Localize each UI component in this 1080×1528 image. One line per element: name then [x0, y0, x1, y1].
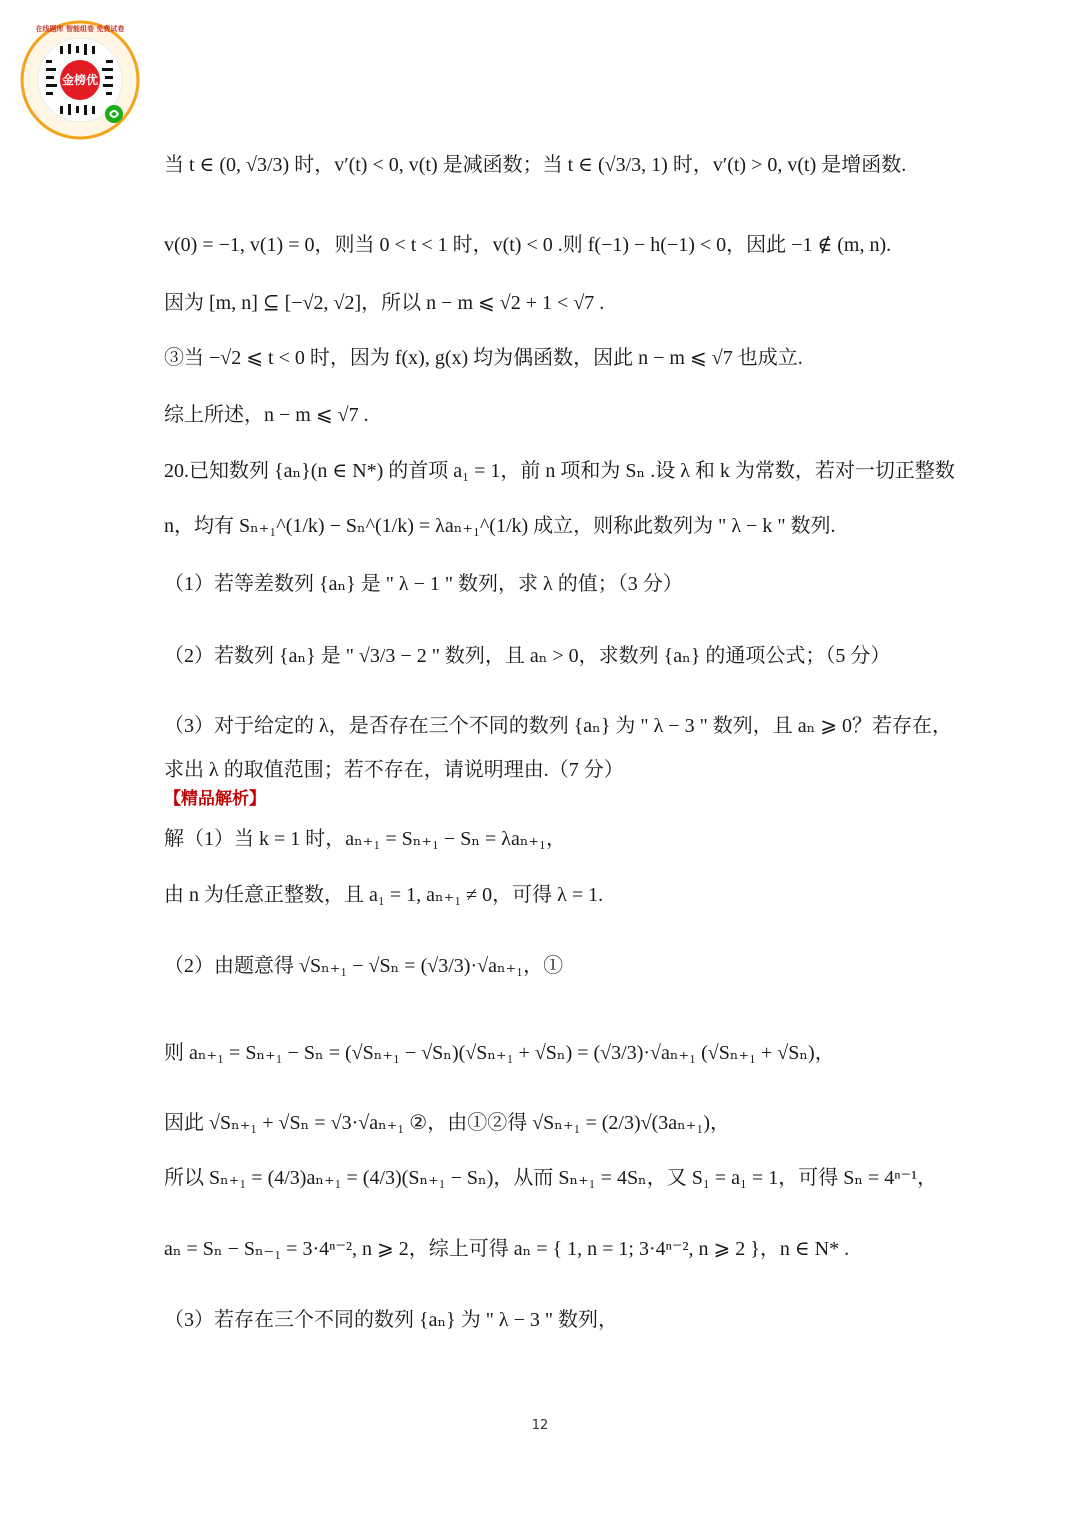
question-20-part3-cont: 求出 λ 的取值范围；若不存在，请说明理由.（7 分）	[164, 759, 624, 781]
question-20-part3: （3）对于给定的 λ，是否存在三个不同的数列 {aₙ} 为 " λ − 3 " 数列，且 aₙ ⩾ 0？若存在，	[164, 715, 953, 737]
question-20-stem: 20.已知数列 {aₙ}(n ∈ N*) 的首项 a₁ = 1，前 n 项和为 Sₙ .设 λ 和 k 为常数，若对一切正整数	[164, 460, 955, 482]
section-heading-analysis: 【精品解析】	[164, 789, 266, 809]
doc-line-interval: 因为 [m, n] ⊆ [−√2, √2]，所以 n − m ⩽ √2 + 1 < √7 .	[164, 292, 605, 314]
doc-line-monotonic: 当 t ∈ (0, √3/3) 时，v′(t) < 0, v(t) 是减函数；当 t ∈ (√3/3, 1) 时，v′(t) > 0, v(t) 是增函数.	[164, 154, 907, 176]
solution-part1-result: 由 n 为任意正整数，且 a₁ = 1, aₙ₊₁ ≠ 0，可得 λ = 1.	[164, 884, 604, 906]
solution-part2-general-term: aₙ = Sₙ − Sₙ₋₁ = 3·4ⁿ⁻², n ⩾ 2，综上可得 aₙ = { 1, n = 1; 3·4ⁿ⁻², n ⩾ 2 }，n ∈ N* .	[164, 1238, 850, 1260]
solution-part1: 解（1）当 k = 1 时，aₙ₊₁ = Sₙ₊₁ − Sₙ = λaₙ₊₁，	[164, 828, 567, 850]
question-20-part1: （1）若等差数列 {aₙ} 是 " λ − 1 " 数列，求 λ 的值；（3 分）	[164, 573, 683, 595]
doc-line-summary: 综上所述，n − m ⩽ √7 .	[164, 404, 369, 426]
solution-part2-sum: 所以 Sₙ₊₁ = (4/3)aₙ₊₁ = (4/3)(Sₙ₊₁ − Sₙ)，从而 Sₙ₊₁ = 4Sₙ，又 S₁ = a₁ = 1，可得 Sₙ = 4ⁿ⁻¹，	[164, 1167, 938, 1189]
solution-part3-start: （3）若存在三个不同的数列 {aₙ} 为 " λ − 3 " 数列，	[164, 1309, 619, 1331]
logo-ring-text: 在线题库 智能组卷 免费试卷	[35, 25, 125, 33]
doc-line-v-values: v(0) = −1, v(1) = 0，则当 0 < t < 1 时，v(t) < 0 .则 f(−1) − h(−1) < 0，因此 −1 ∉ (m, n).	[164, 234, 892, 256]
doc-line-case3: ③当 −√2 ⩽ t < 0 时，因为 f(x), g(x) 均为偶函数，因此 n − m ⩽ √7 也成立.	[164, 347, 803, 369]
solution-part2-eq2: 因此 √Sₙ₊₁ + √Sₙ = √3·√aₙ₊₁ ②，由①②得 √Sₙ₊₁ = (2/3)√(3aₙ₊₁)，	[164, 1112, 730, 1134]
brand-logo	[20, 20, 140, 140]
logo-brand-text: 金榜优	[61, 73, 98, 87]
solution-part2-expand: 则 aₙ₊₁ = Sₙ₊₁ − Sₙ = (√Sₙ₊₁ − √Sₙ)(√Sₙ₊₁ + √Sₙ) = (√3/3)·√aₙ₊₁ (√Sₙ₊₁ + √Sₙ)，	[164, 1042, 835, 1064]
question-20-definition: n，均有 Sₙ₊₁^(1/k) − Sₙ^(1/k) = λaₙ₊₁^(1/k) 成立，则称此数列为 " λ − k " 数列.	[164, 515, 836, 537]
solution-part2-eq1: （2）由题意得 √Sₙ₊₁ − √Sₙ = (√3/3)·√aₙ₊₁，①	[164, 955, 564, 977]
question-20-part2: （2）若数列 {aₙ} 是 " √3/3 − 2 " 数列，且 aₙ > 0，求数列 {aₙ} 的通项公式；（5 分）	[164, 645, 891, 667]
page-number: 12	[531, 1418, 549, 1433]
